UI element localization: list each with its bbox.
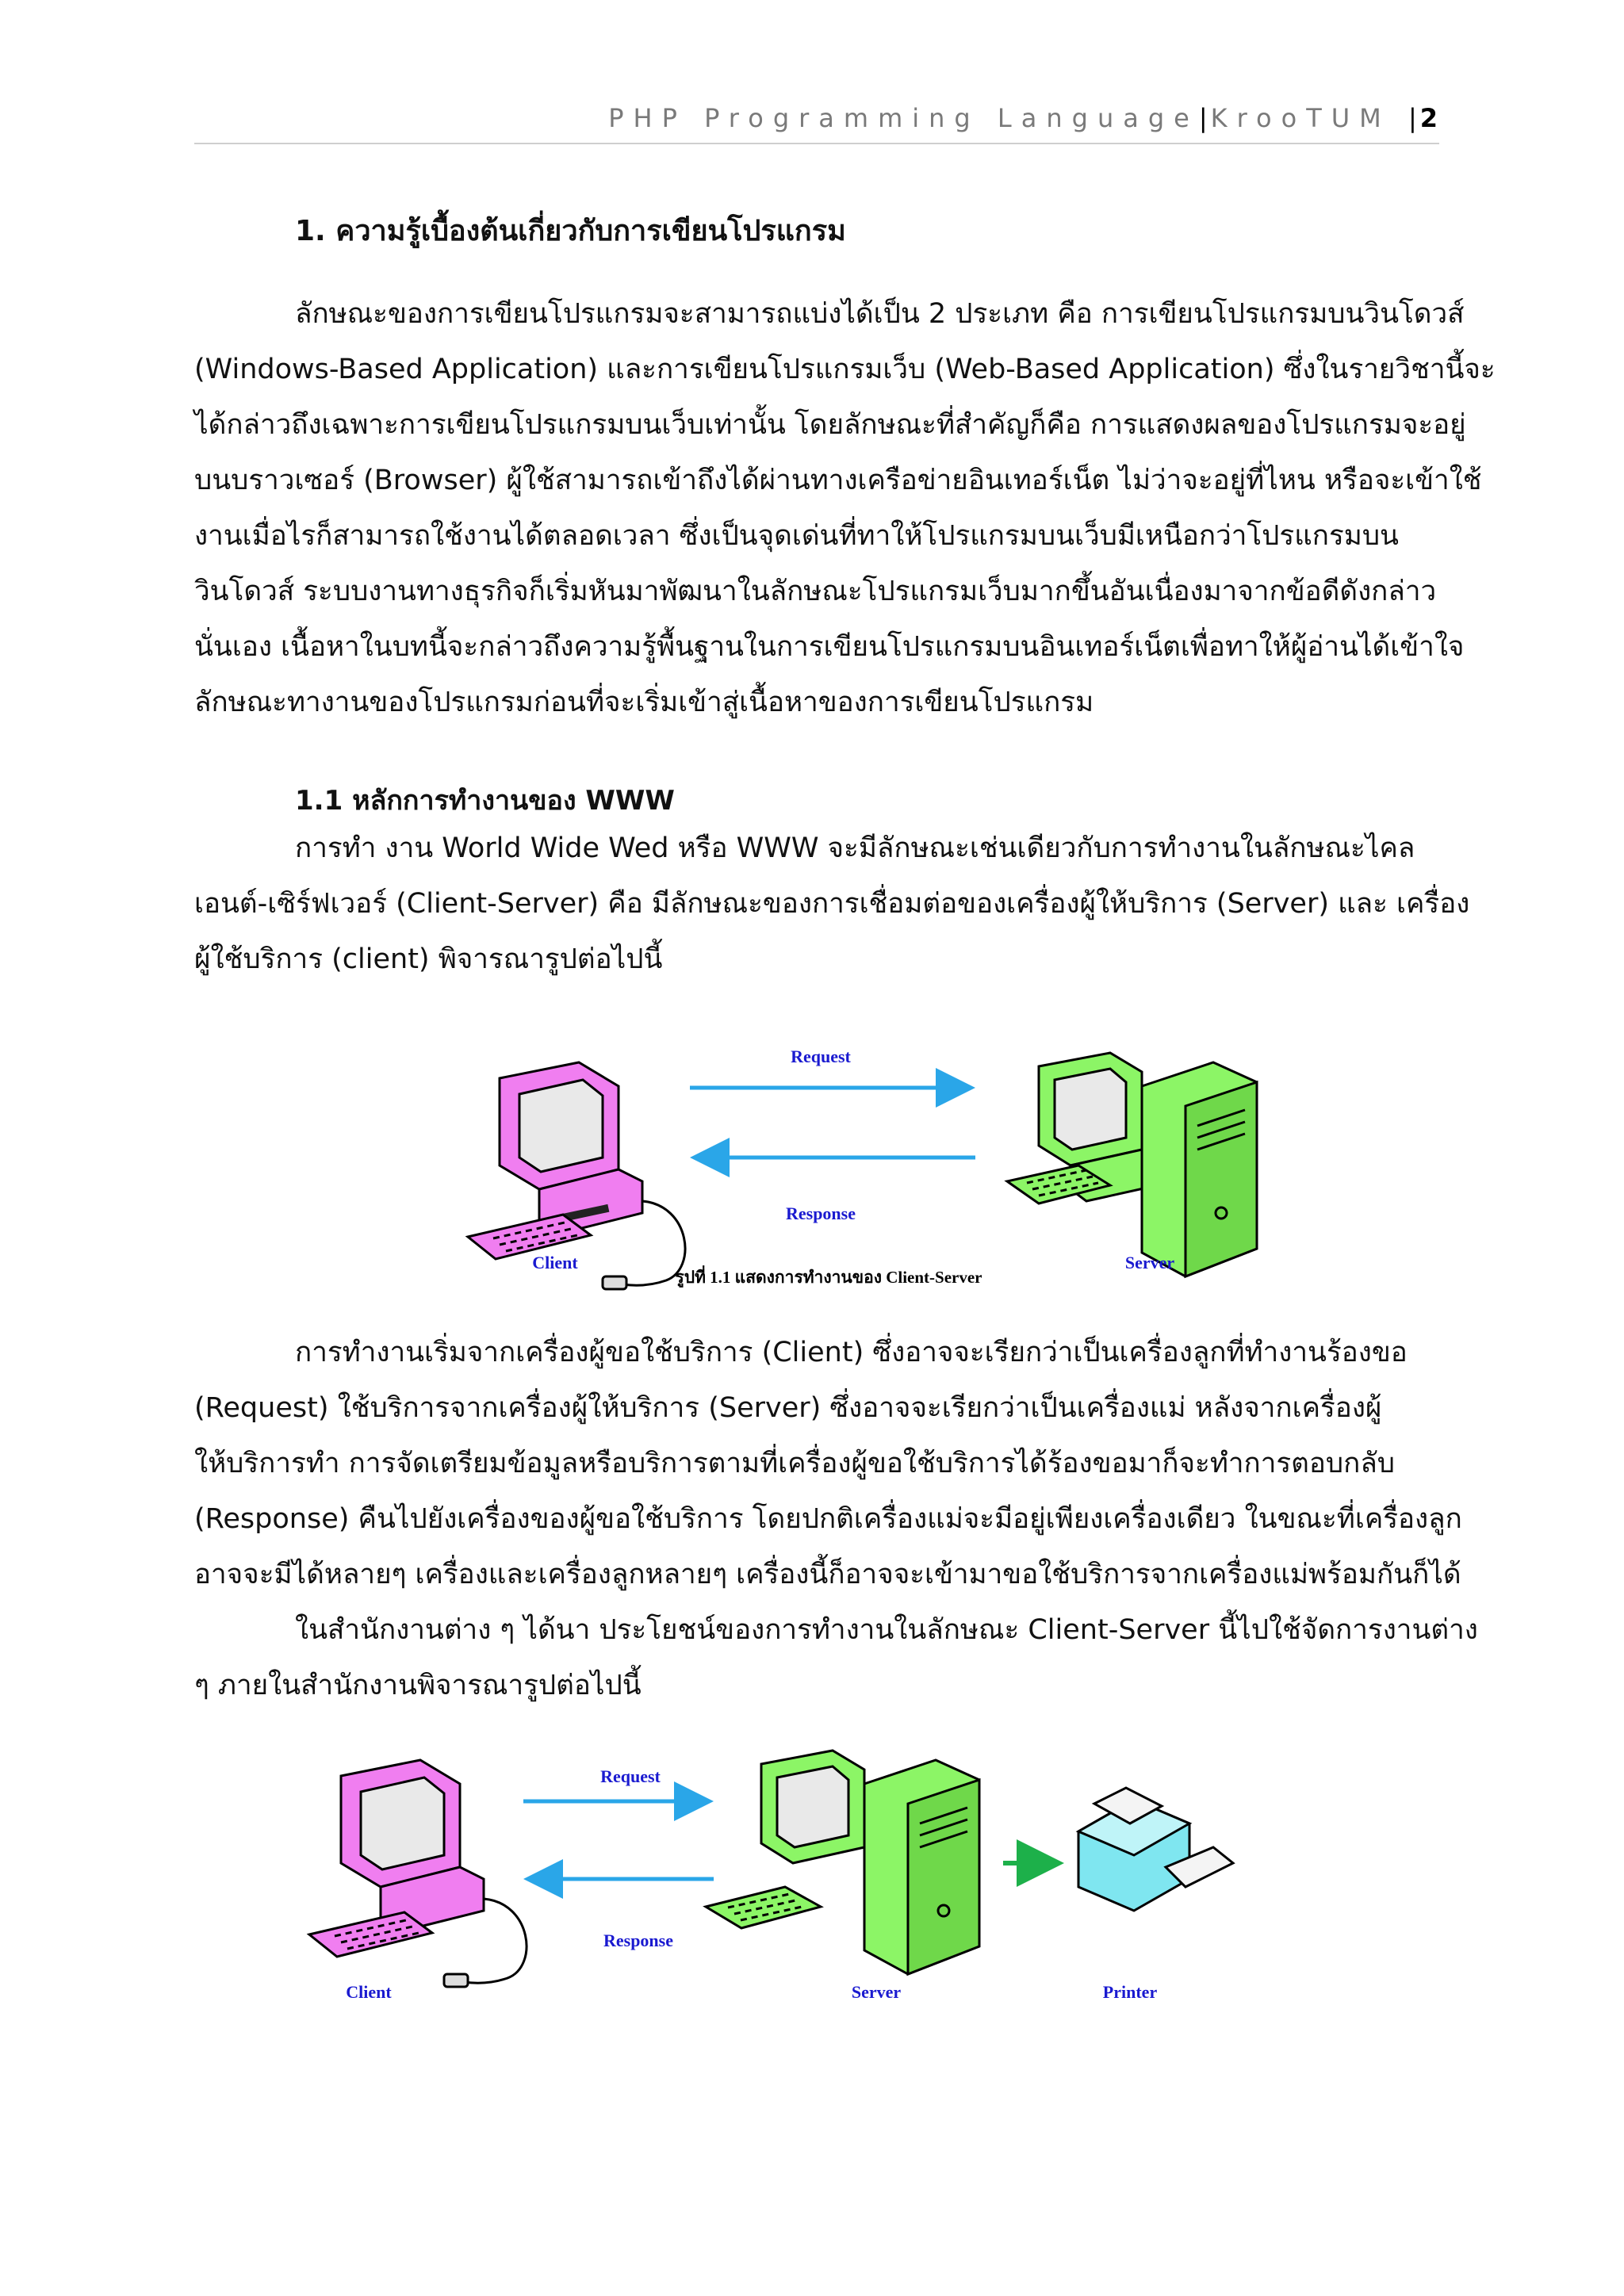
header-title: PHP Programming Language (608, 103, 1199, 133)
figure-caption: รูปที่ 1.1 แสดงการทำงานของ Client-Server (675, 1268, 982, 1287)
paragraph-line: การทำงานเริ่มจากเครื่องผู้ขอใช้บริการ (Client) ซึ่งอาจจะเรียกว่าเป็นเครื่องลูกที่ทำงานร้องขอ (295, 1337, 1408, 1368)
client-computer-icon (309, 1760, 527, 1987)
client-label: Client (346, 1982, 392, 2002)
header-author: KrooTUM (1210, 103, 1391, 133)
client-server-printer-figure (293, 1744, 1261, 2014)
page-header (194, 103, 1439, 143)
paragraph-line: ผู้ใช้บริการ (client) พิจารณารูปต่อไปนี้ (194, 943, 663, 975)
paragraph-line: นั่นเอง เนื้อหาในบทนี้จะกล่าวถึงความรู้พื้นฐานในการเขียนโปรแกรมบนอินเทอร์เน็ตเพื่อทาให้ผู้อ่านได้เข้าใจ (194, 631, 1465, 663)
server-label: Server (851, 1982, 902, 2002)
header-separator: | (1198, 103, 1211, 133)
paragraph-line: วินโดวส์ ระบบงานทางธุรกิจก็เริ่มหันมาพัฒนาในลักษณะโปรแกรมเว็บมากขึ้นอันเนื่องมาจากข้อดีดังกล่าว (194, 576, 1437, 607)
paragraph-line: ลักษณะทางานของโปรแกรมก่อนที่จะเริ่มเข้าสู่เนื้อหาของการเขียนโปรแกรม (194, 687, 1094, 718)
paragraph-line: อาจจะมีได้หลายๆ เครื่องและเครื่องลูกหลายๆ เครื่องนี้ก็อาจจะเข้ามาขอใช้บริการจากเครื่องแม่พร้อมกันก็ได้ (194, 1559, 1461, 1590)
paragraph-line: (Request) ใช้บริการจากเครื่องผู้ให้บริการ (Server) ซึ่งอาจจะเรียกว่าเป็นเครื่องแม่ หลังจากเครื่องผู้ (194, 1392, 1382, 1424)
header-separator-2: | (1408, 103, 1420, 133)
printer-label: Printer (1102, 1982, 1158, 2002)
header-divider (194, 143, 1439, 144)
paragraph-line: ลักษณะของการเขียนโปรแกรมจะสามารถแบ่งได้เป็น 2 ประเภท คือ การเขียนโปรแกรมบนวินโดวส์ (295, 298, 1465, 330)
client-label: Client (532, 1253, 578, 1272)
paragraph-line: เอนต์-เซิร์ฟเวอร์ (Client-Server) คือ มีลักษณะของการเชื่อมต่อของเครื่องผู้ให้บริการ (Server) และ เครื่อง (194, 888, 1470, 920)
printer-icon (1078, 1788, 1233, 1911)
page-number: 2 (1419, 103, 1439, 133)
client-server-figure (452, 1031, 1261, 1300)
paragraph-line: ในสำนักงานต่าง ๆ ได้นา ประโยชน์ของการทำงานในลักษณะ Client-Server นี้ไปใช้จัดการงานต่าง (295, 1614, 1478, 1646)
paragraph-line: ให้บริการทำ การจัดเตรียมข้อมูลหรือบริการตามที่เครื่องผู้ขอใช้บริการได้ร้องขอมาก็จะทำการตอบกลับ (194, 1448, 1396, 1479)
paragraph-line: การทำ งาน World Wide Wed หรือ WWW จะมีลักษณะเช่นเดียวกับการทำงานในลักษณะไคล (295, 832, 1415, 864)
paragraph-line: ๆ ภายในสำนักงานพิจารณารูปต่อไปนี้ (194, 1670, 642, 1701)
paragraph-line: (Response) คืนไปยังเครื่องของผู้ขอใช้บริการ โดยปกติเครื่องแม่จะมีอยู่เพียงเครื่องเดียว ในขณะที่เครื่องลูก (194, 1503, 1462, 1535)
paragraph-line: (Windows-Based Application) และการเขียนโปรแกรมเว็บ (Web-Based Application) ซึ่งในรายวิชานี้จะ (194, 354, 1496, 385)
paragraph-line: ได้กล่าวถึงเฉพาะการเขียนโปรแกรมบนเว็บเท่านั้น โดยลักษณะที่สำคัญก็คือ การแสดงผลของโปรแกรมจะอยู่ (194, 409, 1466, 441)
server-label: Server (1124, 1253, 1175, 1272)
section-heading: 1. ความรู้เบื้องต้นเกี่ยวกับการเขียนโปรแกรม (295, 215, 846, 247)
paragraph-line: บนบราวเซอร์ (Browser) ผู้ใช้สามารถเข้าถึงได้ผ่านทางเครือข่ายอินเทอร์เน็ต ไม่ว่าจะอยู่ที่ไหน หรือจะเข้าใช้ (194, 465, 1482, 496)
server-computer-icon (706, 1751, 979, 1974)
paragraph-line: งานเมื่อไรก็สามารถใช้งานได้ตลอดเวลา ซึ่งเป็นจุดเด่นที่ทาให้โปรแกรมบนเว็บมีเหนือกว่าโปรแกรมบน (194, 520, 1399, 552)
response-label: Response (785, 1203, 856, 1223)
subsection-heading: 1.1 หลักการทำงานของ WWW (295, 785, 675, 817)
server-computer-icon (1007, 1053, 1257, 1276)
response-label: Response (603, 1931, 674, 1950)
request-label: Request (600, 1766, 661, 1786)
request-label: Request (791, 1047, 851, 1066)
